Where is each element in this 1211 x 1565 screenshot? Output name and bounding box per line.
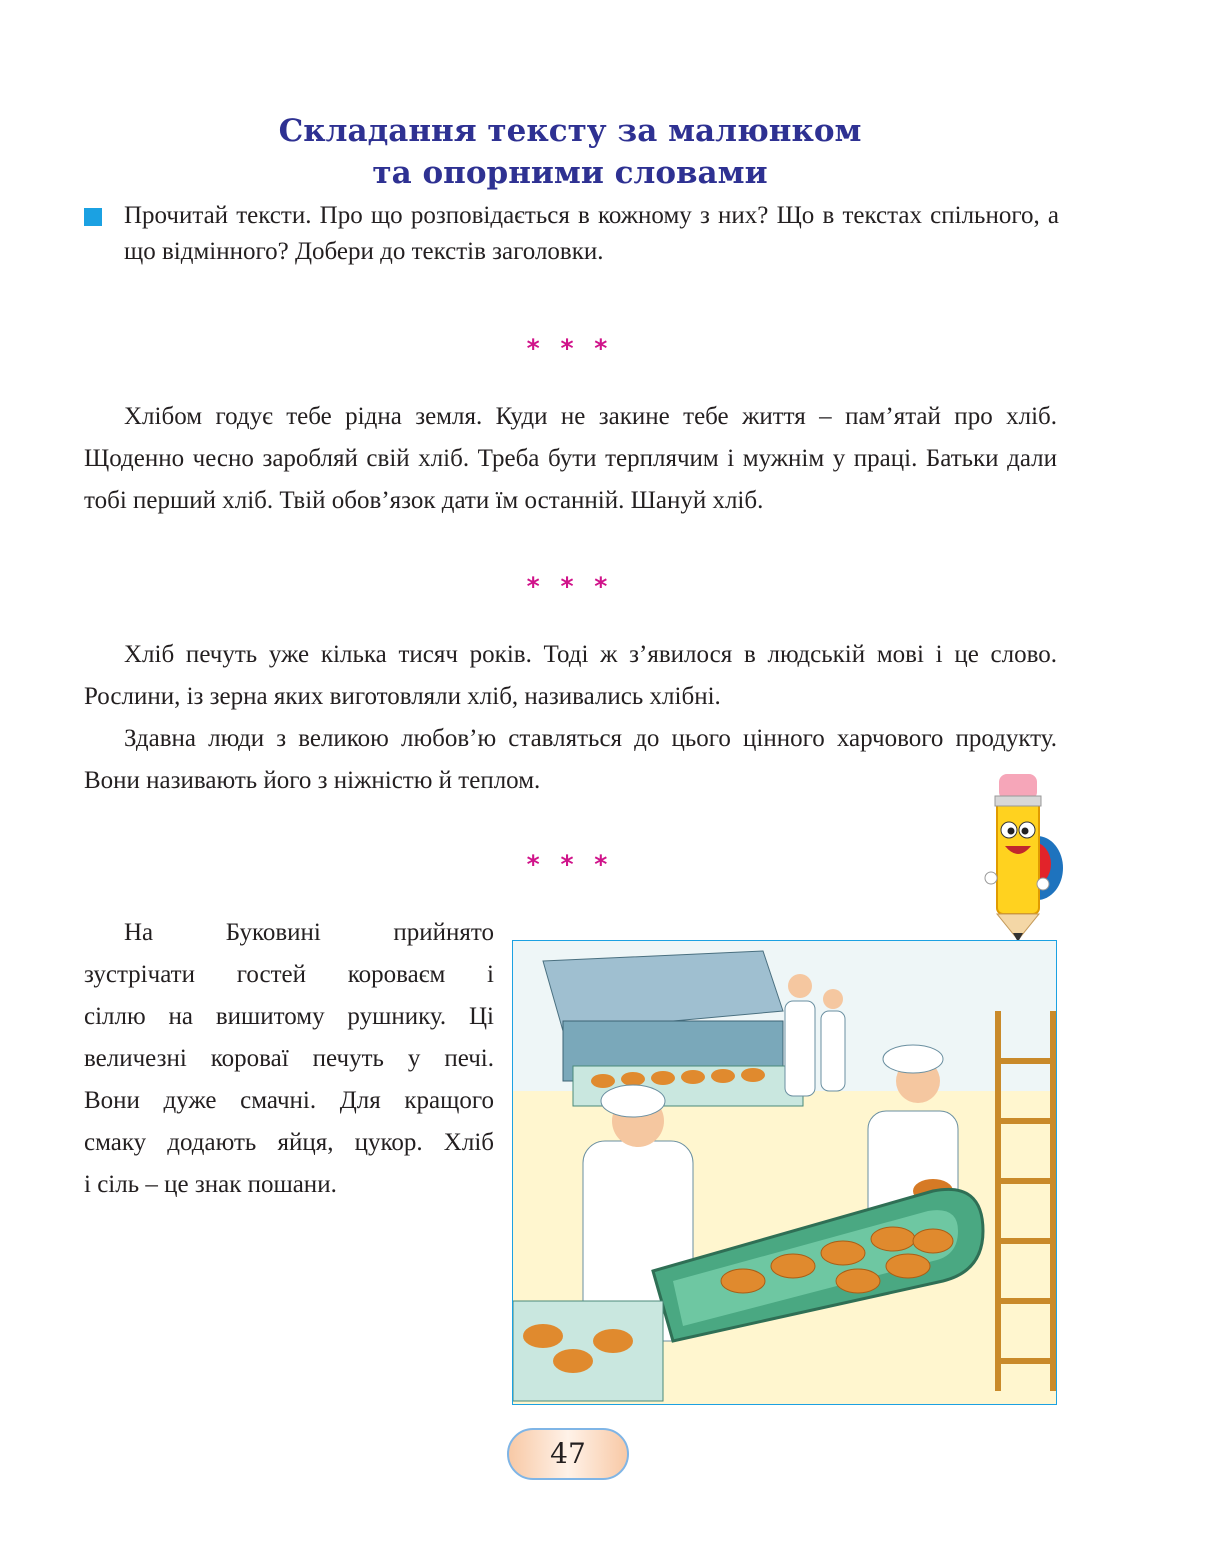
text-3-line-6: смаку додають яйця, цукор. Хліб: [84, 1129, 494, 1156]
bakery-illustration: [512, 940, 1057, 1405]
separator-2: * * *: [526, 572, 614, 601]
text-3-line-7: і сіль – це знак пошани.: [84, 1171, 337, 1198]
text-2-paragraph-2: Здавна люди з великою любов’ю ставляться до цього цінного харчового продукту. Вони називають його з ніжністю й теплом.: [84, 725, 1057, 794]
text-3-line-2: зустрічати гостей короваєм і: [84, 961, 494, 988]
text-3-line-1: На Буковині прийнято: [124, 919, 494, 946]
text-3-line-4: величезні короваї печуть у печі.: [84, 1045, 494, 1072]
task-block: [84, 198, 1059, 270]
text-3-line-3: сіллю на вишитому рушнику. Ці: [84, 1003, 494, 1030]
page-title: [0, 110, 1140, 194]
text-3-paragraph: [84, 912, 494, 1206]
text-2-paragraph-1: Хліб печуть уже кілька тисяч років. Тоді ж з’явилося в людській мові і це слово. Рослини, із зерна яких виготовляли хліб, називались хлібні.: [84, 641, 1057, 710]
title-line-2: та опорними словами: [372, 155, 768, 191]
text-1-paragraph: Хлібом годує тебе рідна земля. Куди не закине тебе життя – пам’ятай про хліб. Щоденно чесно заробляй свій хліб. Треба бути терплячим і мужнім у праці. Батьки дали тобі перший хліб. Твій обов’язок дати їм останній. Шануй хліб.: [84, 403, 1057, 514]
separator-3: * * *: [526, 850, 614, 879]
separator-1: * * *: [526, 334, 614, 363]
page-number: 47: [507, 1428, 629, 1480]
title-line-1: Складання тексту за малюнком: [278, 113, 862, 149]
pencil-mascot-icon: [975, 768, 1065, 946]
task-text: Прочитай тексти. Про що розповідається в кожному з них? Що в текстах спільного, а що відмінного? Добери до текстів заголовки.: [124, 202, 1059, 265]
text-3-line-5: Вони дуже смачні. Для кращого: [84, 1087, 494, 1114]
square-bullet-icon: [84, 208, 102, 226]
